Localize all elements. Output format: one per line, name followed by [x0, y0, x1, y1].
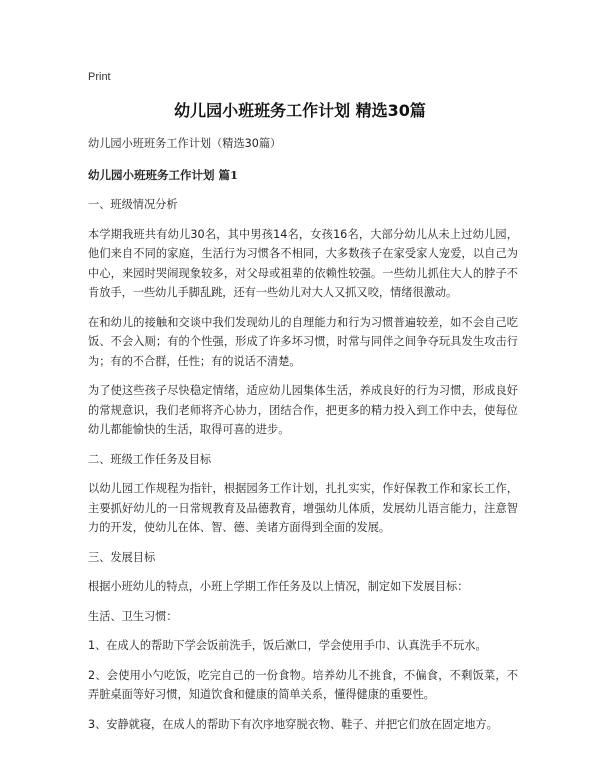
document-subtitle: 幼儿园小班班务工作计划（精选30篇）	[88, 137, 282, 150]
document-title: 幼儿园小班班务工作计划 精选30篇	[174, 101, 426, 120]
paragraph-observations: 在和幼儿的接触和交谈中我们发现幼儿的自理能力和行为习惯普遍较差，如不会自己吃饭、不会入厕；有的个性强，形成了许多坏习惯，时常与同伴之间争夺玩具发生攻击行为；有的不合群，任性；有的说话不清楚。	[88, 315, 518, 368]
print-label[interactable]: Print	[88, 71, 111, 83]
paragraph-class-overview: 本学期我班共有幼儿30名，其中男孩14名，女孩16名，大部分幼儿从未上过幼儿园，他们来自不同的家庭，生活行为习惯各不相同，大多数孩子在家受家人宠爱，以自己为中心，来园时哭闹现象较多，对父母或祖辈的依赖性较强。一些幼儿抓住大人的脖子不肯放手，一些幼儿手脚乱跳，还有一些幼儿对大人又抓又咬，情绪很激动。	[88, 227, 518, 299]
section-title: 幼儿园小班班务工作计划 篇1	[88, 167, 239, 182]
heading-class-analysis: 一、班级情况分析	[88, 198, 178, 211]
heading-tasks-goals: 二、班级工作任务及目标	[88, 452, 212, 466]
list-item-handwashing: 1、在成人的帮助下学会饭前洗手，饭后漱口，学会使用手巾、认真洗手不玩水。	[88, 639, 487, 652]
paragraph-tasks: 以幼儿园工作规程为指针，根据园务工作计划，扎扎实实，作好保教工作和家长工作，主要抓好幼儿的一日常规教育及品德教育，增强幼儿体质，发展幼儿语言能力，注意智力的开发，使幼儿在体、智、德、美诸方面得到全面的发展。	[88, 482, 518, 534]
list-item-eating: 2、会使用小勺吃饭，吃完自己的一份食物。培养幼儿不挑食，不偏食，不剩饭菜，不弄脏桌面等好习惯，知道饮食和健康的简单关系，懂得健康的重要性。	[88, 668, 518, 701]
paragraph-goals-intent: 为了使这些孩子尽快稳定情绪，适应幼儿园集体生活，养成良好的行为习惯，形成良好的常规意识，我们老师将齐心协力，团结合作，把更多的精力投入到工作中去，使每位幼儿都能愉快的生活，取得可喜的进步。	[88, 384, 518, 436]
paragraph-habits-label: 生活、卫生习惯：	[88, 609, 178, 623]
heading-development-goals: 三、发展目标	[88, 550, 156, 564]
list-item-sleeping: 3、安静就寝，在成人的帮助下有次序地穿脱衣物、鞋子、并把它们放在固定地方。	[88, 717, 498, 731]
document-body	[88, 134, 518, 744]
paragraph-development-intro: 根据小班幼儿的特点，小班上学期工作任务及以上情况，制定如下发展目标：	[88, 580, 469, 593]
